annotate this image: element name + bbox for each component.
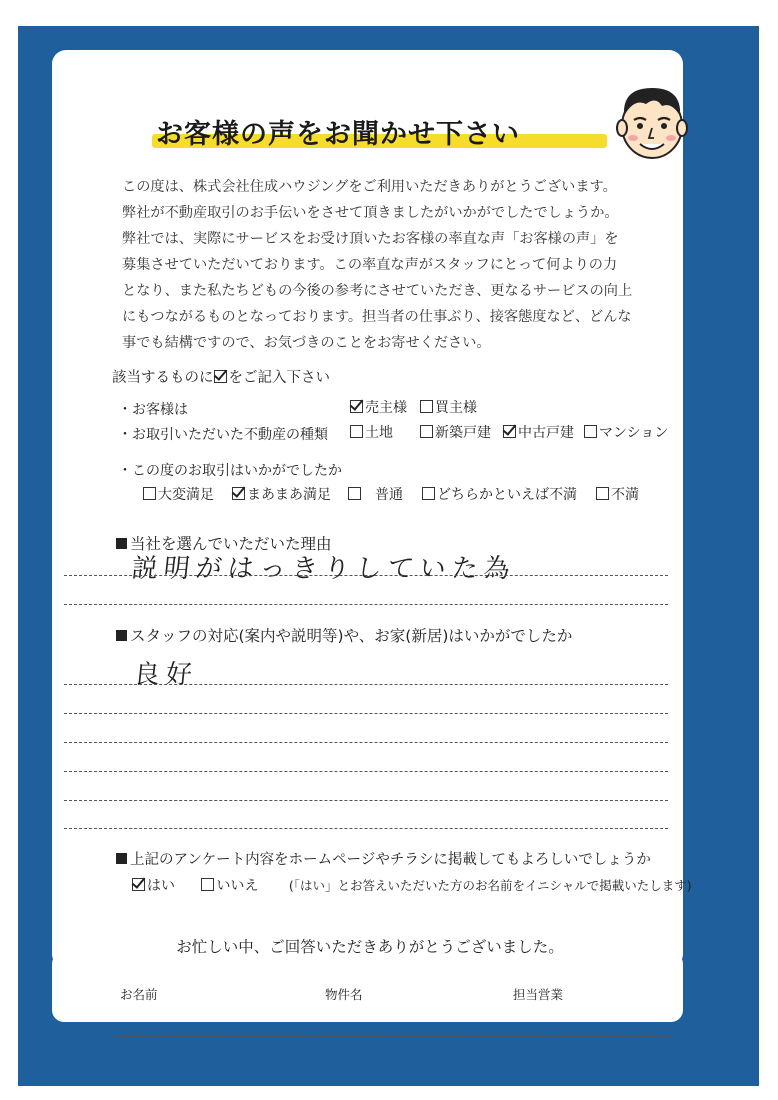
intro-line: となり、また私たちどもの今後の参考にさせていただき、更なるサービスの向上 [122,283,633,299]
option-somewhat-dissatisfied[interactable]: どちらかといえば不満 [422,484,577,504]
checkbox-checked-icon[interactable] [503,425,516,438]
footer-line [116,1036,668,1037]
intro-line: 弊社が不動産取引のお手伝いをさせて頂きましたがいかがでしたでしょうか。 [122,205,619,221]
publish-note: (「はい」とお答えいただいた方のお名前をイニシャルで掲載いたします) [288,878,692,893]
bullet-square-icon [116,630,127,641]
satisfaction-label: ・この度のお取引はいかがでしたか [118,463,342,479]
option-yes[interactable]: はい [132,878,175,894]
footer-name-label: お名前 [120,987,158,1002]
option-no[interactable]: いいえ [201,878,258,894]
checkbox-checked-icon[interactable] [350,400,363,413]
page-title: お客様の声をお聞かせ下さい [156,119,520,150]
checkbox-icon[interactable] [422,487,435,500]
answer-line [64,604,668,605]
answer-reason: 説明がはっきりしていた為 [130,554,518,584]
checkbox-icon[interactable] [420,400,433,413]
checkbox-icon[interactable] [348,487,361,500]
option-seller[interactable]: 売主様 [350,397,407,417]
option-mansion[interactable]: マンション [584,422,668,442]
answer-line [64,771,668,772]
question-reason: 当社を選んでいただいた理由 [116,532,332,554]
bullet-square-icon [116,853,127,864]
option-new-house[interactable]: 新築戸建 [420,422,491,442]
checkbox-checked-icon[interactable] [232,487,245,500]
checkbox-icon[interactable] [143,487,156,500]
option-used-house[interactable]: 中古戸建 [503,422,574,442]
option-very-satisfied[interactable]: 大変満足 [143,484,214,504]
staff-face-illustration [612,80,692,162]
question-publish: 上記のアンケート内容をホームページやチラシに掲載してもよろしいでしょうか [116,848,651,869]
publish-consent [132,875,692,895]
question-staff: スタッフの対応(案内や説明等)や、お家(新居)はいかがでしたか [116,624,572,646]
footer-property-label: 物件名 [325,987,363,1002]
intro-line: 募集させていただいております。この率直な声がスタッフにとって何よりの力 [122,257,618,273]
footer-sales-label: 担当営業 [513,987,564,1002]
bullet-square-icon [116,538,127,549]
intro-text [122,174,682,356]
intro-line: 弊社では、実際にサービスをお受け頂いたお客様の率直な声「お客様の声」を [122,231,619,247]
intro-line: この度は、株式会社住成ハウジングをご利用いただきありがとうございます。 [122,179,617,195]
option-buyer[interactable]: 買主様 [420,397,477,417]
intro-line: にもつながるものとなっております。担当者の仕事ぶり、接客態度など、どんな [122,309,632,325]
checkbox-checked-icon[interactable] [132,878,145,891]
checkbox-icon[interactable] [201,878,214,891]
intro-line: 事でも結構ですので、お気づきのことをお寄せください。 [122,335,491,351]
checkbox-icon[interactable] [350,425,363,438]
answer-line [64,684,668,685]
answer-line [64,575,668,576]
property-type-label: ・お取引いただいた不動産の種類 [118,427,328,443]
answer-staff: 良好 [132,660,200,690]
checkbox-icon[interactable] [596,487,609,500]
option-somewhat-satisfied[interactable]: まあまあ満足 [232,484,331,504]
checklist-heading: 該当するものに をご記入下さい [112,370,330,386]
option-land[interactable]: 土地 [350,422,393,442]
option-normal[interactable]: 普通 [348,484,403,504]
option-dissatisfied[interactable]: 不満 [596,484,639,504]
checkbox-icon[interactable] [584,425,597,438]
check-mark-icon [214,370,227,383]
answer-line [64,800,668,801]
title-block [152,112,622,152]
answer-line [64,828,668,829]
answer-line [64,742,668,743]
answer-line [64,713,668,714]
customer-type-label: ・お客様は [118,402,188,418]
checkbox-icon[interactable] [420,425,433,438]
thanks-message: お忙しい中、ご回答いただきありがとうございました。 [176,938,564,956]
